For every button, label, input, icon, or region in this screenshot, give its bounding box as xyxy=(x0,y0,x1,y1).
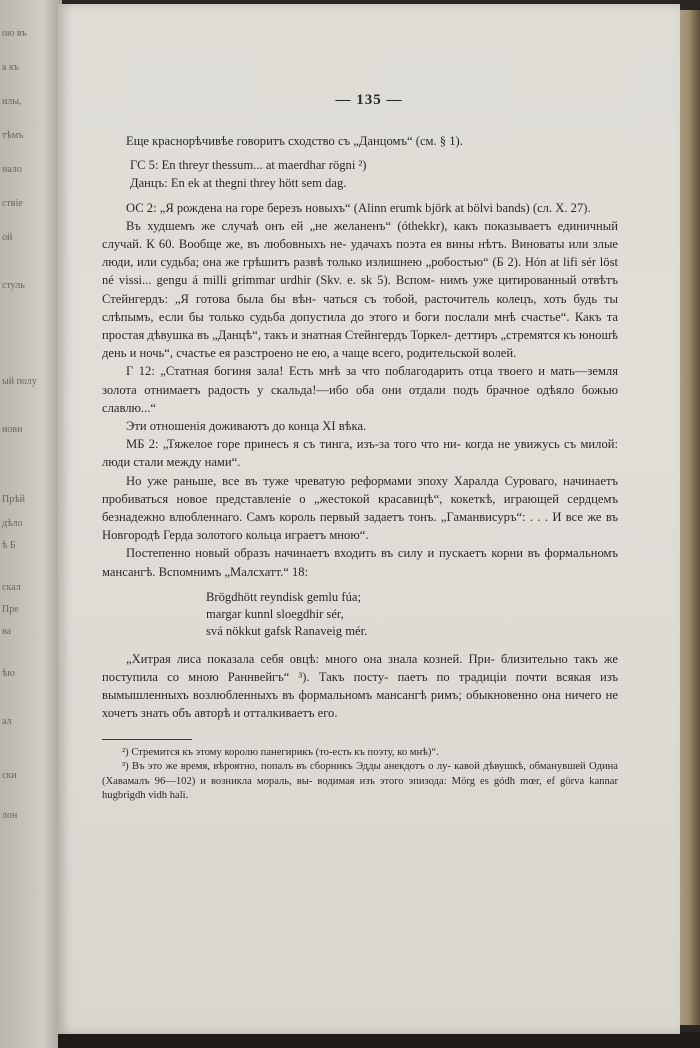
facing-page-text: ствіе xyxy=(2,198,23,209)
facing-page-text: дѣло xyxy=(2,518,23,529)
facing-page-text: ѣю xyxy=(2,668,15,679)
facing-page-text: илы, xyxy=(2,96,22,107)
facing-page-text: скал xyxy=(2,582,21,593)
paragraph: Въ худшемъ же случаѣ онъ ей „не желаненъ“ (óthekkr), какъ показываетъ единичный случай. К 60. Вообще же, въ любовныхъ не- удачахъ поэта ея вины нѣтъ. Виноваты или злые люди, или судьба; она же грѣшитъ развѣ только излишнею „робостью“ (Б 2). Hón at lifi sér löst né vissi... gengu á milli grimmar urdhir (Skv. e. sk 5). Вспом- нимъ уже цитированный отвѣтъ Стейнгердъ: „Я готова была бы вѣн- чаться съ тобой, расточитель колецъ, хоть будь ты слѣпымъ, если бы только судьба допустила до этого и боги послали мнѣ счастье“. Какъ та простая дѣвушка въ „Данцѣ“, такъ и знатная Стейнгердъ Торкел- деттиръ „стремятся къ юношѣ день и ночь“, счастье ея разстроено не ею, а чаще всего, родительской волей. xyxy=(102,218,619,361)
quote-block xyxy=(130,156,618,192)
page-body xyxy=(102,132,618,803)
facing-page-text: ѣ Б xyxy=(2,540,16,551)
verse-line: Brögdhött reyndisk gemlu fúa; xyxy=(206,589,361,604)
facing-page-text: ал xyxy=(2,716,12,727)
footnote-3: ³) Въ это же время, вѣроятно, попалъ въ сборникъ Эдды анекдотъ о лу- кавой дѣвушкѣ, обманувшей Одина (Хавамалъ 96—102) и возникла мораль, вы- водимая изъ этого эпизода: Mörg es gódh mœr, ef görva kannar hugbrigdh vidh hali. xyxy=(102,761,618,801)
facing-page-text: а къ xyxy=(2,62,19,73)
paragraph: Но уже раньше, все въ туже чреватую реформами эпоху Харалда Суроваго, начинаетъ пробиваться новое представленіе о „жестокой красавицѣ“, кокеткѣ, играющей сердцемъ безнадежно влюбленнаго. Самъ король первый задаетъ тонъ. „Гаманвисуръ“: . . . И все же въ Новгородѣ Герда золотого кольца играетъ мною“. xyxy=(102,473,618,543)
book-shadow xyxy=(58,1032,700,1048)
paragraph-intro: Еще краснорѣчивѣе говоритъ сходство съ „Данцомъ“ (см. § 1). xyxy=(126,134,463,148)
facing-page-text: тѣмъ xyxy=(2,130,24,141)
verse-line: svá nökkut gafsk Ranaveig mér. xyxy=(206,623,368,638)
paragraph: Эти отношенія доживаютъ до конца XI вѣка. xyxy=(126,419,367,434)
footnote-2: ²) Стремится къ этому королю панегирикъ (то-есть къ поэту, ко мнѣ)“. xyxy=(122,746,439,758)
facing-page-edge xyxy=(0,0,62,1048)
facing-page-text: Пре xyxy=(2,604,19,615)
page-number: — 135 — xyxy=(335,92,403,108)
paragraph: ОС 2: „Я рождена на горе березъ новыхъ“ (Alinn erumk björk at bölvi bands) (сл. X. 27). xyxy=(126,200,591,215)
paragraph: Г 12: „Статная богиня зала! Есть мнѣ за что поблагодарить отца твоего и мать—земля золота отнимаетъ радость у скальда!—ибо оба они отдали подъ брачное одѣяло божью славлю...“ xyxy=(102,364,618,415)
footnote-rule xyxy=(102,739,192,740)
facing-page-text: ски xyxy=(2,770,17,781)
facing-page-text: ою въ xyxy=(2,28,27,39)
verse-block xyxy=(206,589,618,640)
quote-line: Данцъ: En ek at thegni threy hött sem dag. xyxy=(130,176,347,191)
facing-page-text: новн xyxy=(2,424,23,435)
facing-page-text: ой xyxy=(2,232,13,243)
facing-page-text: лон xyxy=(2,810,18,821)
facing-page-text: Прѣй xyxy=(2,494,26,505)
facing-page-text: ва xyxy=(2,626,12,637)
facing-page-text: ый полу xyxy=(2,376,37,387)
paragraph: Постепенно новый образъ начинаетъ входить въ силу и пускаетъ корни въ формальномъ мансангѣ. Вспомнимъ „Малсхатт.“ 18: xyxy=(102,546,618,579)
facing-page-text: стуль xyxy=(2,280,25,291)
book-page xyxy=(58,4,680,1034)
paragraph: МБ 2: „Тяжелое горе принесъ я съ тинга, изъ-за того что ни- когда не увижусь съ милой: люди стали между нами“. xyxy=(102,437,618,470)
quote-line: ГС 5: En threyr thessum... at maerdhar rögni ²) xyxy=(130,158,367,173)
verse-line: margar kunnl sloegdhir sér, xyxy=(206,606,344,621)
paragraph: „Хитрая лиса показала себя овцѣ: много она знала козней. При- близительно такъ же поступила со мною Раннвейгъ“ ³). Такъ посту- паетъ по традиціи почти всякая изъ вымышленныхъ возлюбленныхъ въ формальномъ мансангѣ римъ; обыкновенно она ничего не хочетъ знать объ авторѣ и отталкиваетъ его. xyxy=(102,651,618,721)
facing-page-text: нало xyxy=(2,164,22,175)
